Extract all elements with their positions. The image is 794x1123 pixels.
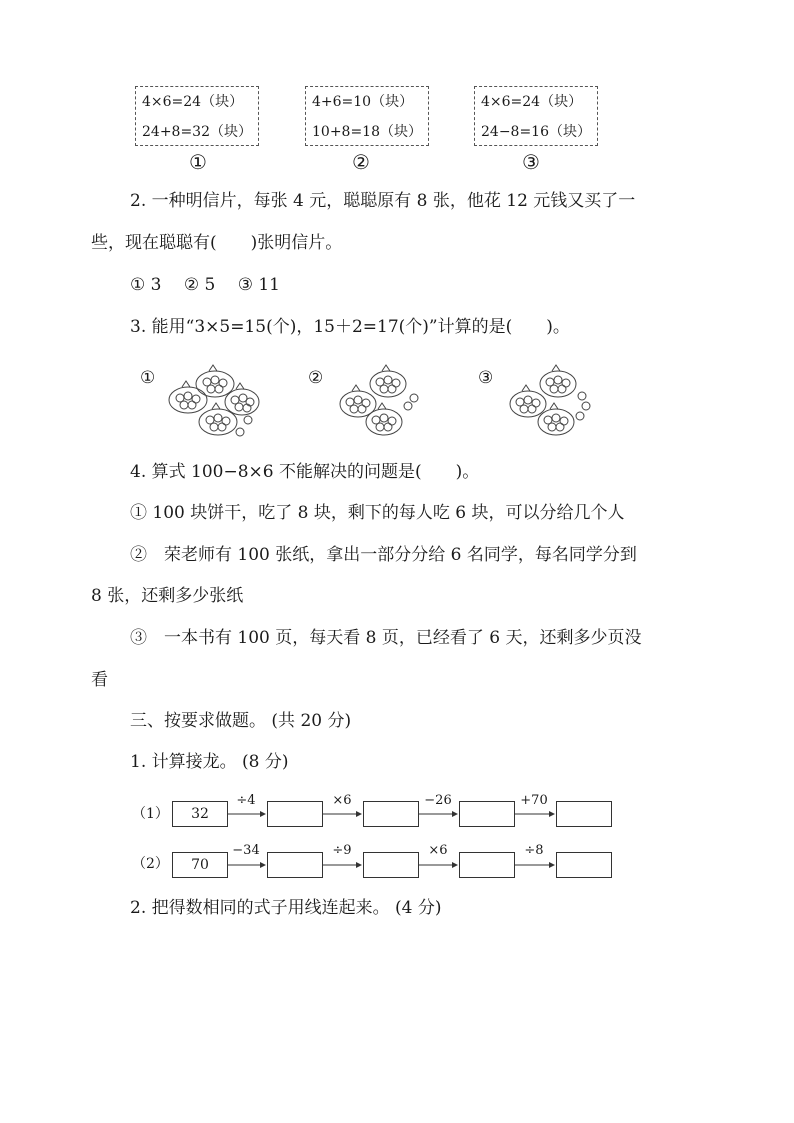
answer-box-line: 4×6=24（块） [142, 94, 244, 110]
chain-operator: −26 [424, 793, 452, 808]
option-label: ② [352, 150, 370, 174]
section-3-title: 三、按要求做题。 (共 20 分) [130, 711, 352, 731]
option-label: ① [140, 368, 156, 388]
answer-box-line: 4+6=10（块） [312, 94, 414, 110]
chain-operator: ×6 [428, 843, 448, 858]
section-3-sub-1: 1. 计算接龙。 (8 分) [130, 752, 289, 772]
answer-box-line: 10+8=18（块） [312, 124, 422, 140]
question-4-option-3-line1: ③ 一本书有 100 页，每天看 8 页，已经看了 6 天，还剩多少页没 [130, 628, 642, 648]
question-2-options: ① 3 ② 5 ③ 11 [130, 275, 281, 295]
section-3-sub-2: 2. 把得数相同的式子用线连起来。 (4 分) [130, 898, 442, 918]
question-4-option-2-line1: ② 荣老师有 100 张纸，拿出一部分分给 6 名同学，每名同学分到 [130, 545, 637, 565]
question-4-option-1: ① 100 块饼干，吃了 8 块，剩下的每人吃 6 块，可以分给几个人 [130, 503, 625, 523]
option-label: ② [308, 368, 324, 388]
chain-label: （1） [132, 806, 169, 822]
chain-operator: ÷8 [524, 843, 544, 858]
answer-box-line: 24+8=32（块） [142, 124, 252, 140]
chain-operator: ×6 [332, 793, 352, 808]
chain-operator: ÷9 [332, 843, 352, 858]
option-label: ③ [478, 368, 494, 388]
question-4-text: 4. 算式 100−8×6 不能解决的问题是( )。 [130, 462, 480, 482]
chain-start-box: 32 [172, 801, 228, 827]
question-2-line1: 2. 一种明信片，每张 4 元，聪聪原有 8 张，他花 12 元钱又买了一 [130, 191, 636, 211]
chain-operator: −34 [232, 843, 260, 858]
question-4-option-2-line2: 8 张，还剩多少张纸 [91, 586, 244, 606]
chain-operator: ÷4 [236, 793, 256, 808]
answer-box-line: 4×6=24（块） [481, 94, 583, 110]
chain-answer-box[interactable] [459, 852, 515, 878]
question-3-text: 3. 能用“3×5=15(个)，15＋2=17(个)”计算的是( )。 [130, 317, 570, 337]
chain-answer-box[interactable] [267, 852, 323, 878]
chain-start-box: 70 [172, 852, 228, 878]
option-label: ① [189, 150, 207, 174]
chain-answer-box[interactable] [556, 852, 612, 878]
question-2-line2: 些，现在聪聪有( )张明信片。 [91, 233, 343, 253]
answer-box-line: 24−8=16（块） [481, 124, 591, 140]
chain-operator: +70 [520, 793, 548, 808]
chain-label: （2） [132, 856, 169, 872]
chain-answer-box[interactable] [363, 852, 419, 878]
question-4-option-3-line2: 看 [91, 670, 108, 690]
option-label: ③ [522, 150, 540, 174]
